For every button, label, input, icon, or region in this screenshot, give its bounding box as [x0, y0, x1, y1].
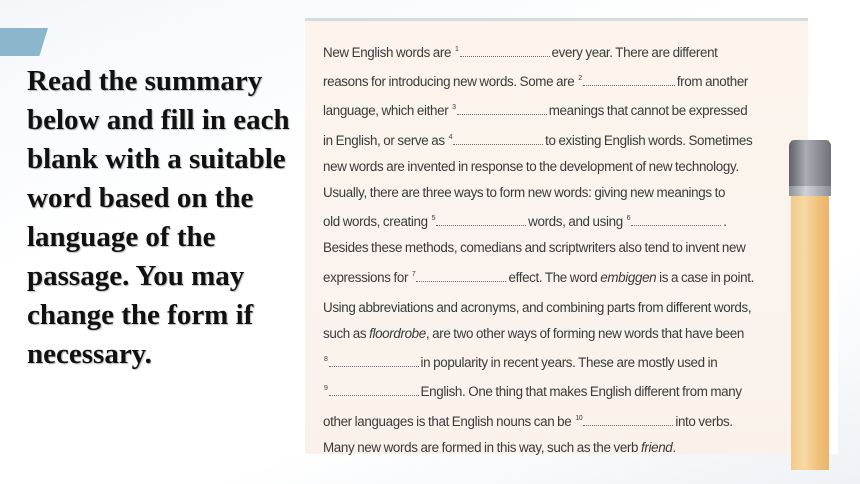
passage-line	[323, 37, 803, 66]
text-segment: other languages is that English nouns can be	[323, 413, 575, 429]
blank-number: 3	[452, 104, 456, 112]
passage-line: new words are invented in response to the development of new technology.	[323, 158, 739, 174]
blank-number: 6	[626, 215, 631, 223]
passage-line	[323, 206, 803, 235]
text-segment: every year. There are different	[551, 45, 718, 60]
answer-blank-5[interactable]	[436, 214, 526, 226]
text-segment: in popularity in recent years. These are mostly used in	[420, 355, 718, 371]
blank-number: 9	[324, 385, 328, 393]
text-segment: into verbs.	[675, 413, 733, 429]
answer-blank-4[interactable]	[453, 133, 543, 145]
answer-blank-1[interactable]	[460, 45, 550, 57]
blank-number: 4	[448, 133, 453, 141]
text-segment: , are two other ways of forming new words that have been	[425, 326, 744, 342]
answer-blank-6[interactable]	[631, 214, 721, 226]
passage-card	[305, 18, 808, 454]
text-segment: such as	[323, 326, 370, 342]
passage-line	[323, 125, 803, 154]
text-segment: reasons for introducing new words. Some are	[323, 74, 578, 90]
passage-text	[323, 37, 803, 461]
instruction-text: Read the summary below and fill in each blank with a suitable word based on the language of the passage. You may change the form if necessary.	[27, 65, 290, 370]
blank-number: 8	[324, 356, 328, 364]
text-segment: .	[672, 439, 676, 455]
text-segment: New English words are	[323, 45, 454, 60]
example-word: friend	[641, 439, 673, 455]
blank-number: 5	[431, 215, 436, 223]
text-segment: .	[723, 214, 727, 230]
text-segment: from another	[676, 74, 749, 90]
passage-line: Usually, there are three ways to form new words: giving new meanings to	[323, 185, 726, 201]
answer-blank-10[interactable]	[583, 414, 673, 426]
blank-number: 2	[578, 75, 582, 83]
answer-blank-7[interactable]	[416, 270, 506, 282]
text-segment: is a case in point.	[656, 269, 754, 285]
text-segment: old words, creating	[323, 214, 431, 230]
passage-line	[323, 321, 803, 347]
passage-line	[323, 95, 803, 124]
text-segment: in English, or serve as	[323, 132, 448, 148]
text-segment: meanings that cannot be expressed	[548, 103, 748, 119]
passage-line	[323, 66, 803, 95]
example-word: floordrobe	[369, 326, 426, 342]
text-segment: English. One thing that makes English different from many	[420, 384, 742, 400]
answer-blank-2[interactable]	[583, 74, 675, 86]
passage-line	[323, 406, 803, 435]
passage-line: Using abbreviations and acronyms, and combining parts from different words,	[323, 299, 752, 315]
pencil-ferrule-band	[789, 186, 831, 196]
answer-blank-3[interactable]	[457, 103, 547, 115]
passage-line	[323, 435, 803, 461]
blank-number: 1	[454, 46, 459, 53]
example-word: embiggen	[600, 269, 657, 285]
blank-number: 10	[575, 414, 583, 422]
blank-number: 7	[411, 270, 416, 278]
answer-blank-8[interactable]	[329, 355, 419, 367]
passage-line	[323, 262, 803, 291]
passage-line: Besides these methods, comedians and scriptwriters also tend to invent new	[323, 240, 746, 256]
text-segment: to existing English words. Sometimes	[545, 132, 753, 148]
text-segment: effect. The word	[508, 269, 601, 285]
passage-line	[323, 376, 803, 405]
answer-blank-9[interactable]	[329, 384, 419, 396]
text-segment: expressions for	[323, 269, 411, 285]
text-segment: language, which either	[323, 103, 452, 119]
pencil-ferrule	[789, 140, 831, 186]
passage-line	[323, 347, 803, 376]
text-segment: Many new words are formed in this way, such as the verb	[323, 439, 641, 455]
text-segment: words, and using	[528, 214, 626, 230]
